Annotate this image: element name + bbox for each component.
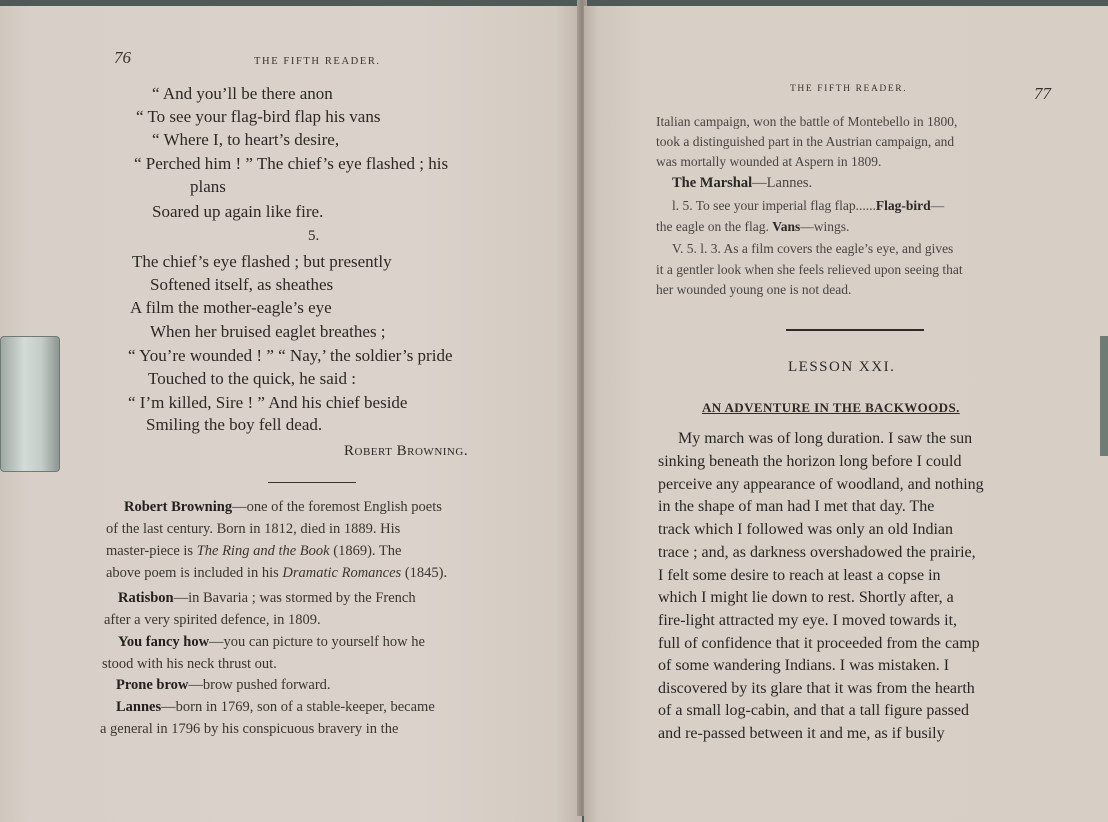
author-signature: Robert Browning. bbox=[344, 443, 469, 459]
left-page bbox=[0, 6, 582, 822]
note-line: her wounded young one is not dead. bbox=[656, 282, 852, 297]
poem-line: Soared up again like fire. bbox=[152, 202, 324, 221]
body-line: I felt some desire to reach at least a copse in bbox=[658, 567, 941, 584]
note-line: V. 5. l. 3. As a film covers the eagle’s eye, and gives bbox=[672, 241, 954, 256]
note-line: of the last century. Born in 1812, died in 1889. His bbox=[106, 521, 401, 537]
poem-line: “ To see your flag-bird flap his vans bbox=[136, 107, 381, 126]
note-line: it a gentler look when she feels relieved upon seeing that bbox=[656, 262, 963, 277]
note-line: above poem is included in his Dramatic Romances (1845). bbox=[106, 565, 448, 581]
running-head-right: THE FIFTH READER. bbox=[790, 84, 908, 94]
body-line: discovered by its glare that it was from the hearth bbox=[658, 680, 975, 697]
note-line: l. 5. To see your imperial flag flap......Flag-bird— bbox=[672, 198, 945, 213]
note-line: the eagle on the flag. Vans—wings. bbox=[656, 219, 850, 234]
stanza-number: 5. bbox=[308, 228, 320, 244]
note-line: stood with his neck thrust out. bbox=[102, 656, 277, 672]
poem-line: Softened itself, as sheathes bbox=[150, 275, 334, 294]
running-head-left: THE FIFTH READER. bbox=[254, 56, 381, 67]
poem-line: plans bbox=[190, 177, 226, 196]
section-divider bbox=[268, 482, 356, 483]
note-line: was mortally wounded at Aspern in 1809. bbox=[656, 154, 882, 169]
note-line: took a distinguished part in the Austrian campaign, and bbox=[656, 134, 955, 149]
body-line: sinking beneath the horizon long before I could bbox=[658, 453, 962, 470]
body-line: fire-light attracted my eye. I moved towards it, bbox=[658, 612, 958, 629]
note-line: a general in 1796 by his conspicuous bravery in the bbox=[100, 721, 399, 737]
poem-line: Smiling the boy fell dead. bbox=[146, 415, 323, 434]
glass-page-holder bbox=[0, 336, 60, 472]
note-line: master-piece is The Ring and the Book (1869). The bbox=[106, 543, 402, 559]
body-line: of some wandering Indians. I was mistaken. I bbox=[658, 657, 950, 674]
lesson-title: LESSON XXI. bbox=[788, 359, 896, 375]
poem-line: When her bruised eaglet breathes ; bbox=[150, 322, 386, 341]
poem-line: Touched to the quick, he said : bbox=[148, 369, 356, 388]
note-line: The Marshal—Lannes. bbox=[672, 175, 813, 191]
body-line: track which I followed was only an old Indian bbox=[658, 521, 954, 538]
note-line: Ratisbon—in Bavaria ; was stormed by the French bbox=[118, 590, 416, 606]
poem-line: “ I’m killed, Sire ! ” And his chief beside bbox=[128, 393, 408, 412]
note-line: Italian campaign, won the battle of Montebello in 1800, bbox=[656, 114, 958, 129]
poem-line: “ Perched him ! ” The chief’s eye flashed ; his bbox=[134, 154, 449, 173]
body-line: in the shape of man had I met that day. The bbox=[658, 498, 935, 515]
body-line: of a small log-cabin, and that a tall figure passed bbox=[658, 702, 970, 719]
lesson-subtitle: AN ADVENTURE IN THE BACKWOODS. bbox=[702, 400, 960, 415]
body-line: full of confidence that it proceeded from the camp bbox=[658, 635, 980, 652]
poem-line: The chief’s eye flashed ; but presently bbox=[132, 252, 392, 271]
body-line: My march was of long duration. I saw the sun bbox=[678, 430, 973, 447]
right-page bbox=[584, 6, 1108, 822]
poem-line: A film the mother-eagle’s eye bbox=[130, 298, 332, 317]
page-edge-tab bbox=[1100, 336, 1108, 456]
note-line: Prone brow—brow pushed forward. bbox=[116, 677, 331, 693]
page-number-left: 76 bbox=[114, 48, 131, 67]
note-line: after a very spirited defence, in 1809. bbox=[104, 612, 321, 628]
section-divider bbox=[786, 329, 924, 331]
body-line: which I might lie down to rest. Shortly after, a bbox=[658, 589, 954, 606]
poem-line: “ You’re wounded ! ” “ Nay,’ the soldier’s pride bbox=[128, 346, 453, 365]
body-line: perceive any appearance of woodland, and nothing bbox=[658, 476, 984, 493]
body-line: and re-passed between it and me, as if busily bbox=[658, 725, 945, 742]
poem-line: “ Where I, to heart’s desire, bbox=[152, 130, 340, 149]
body-line: trace ; and, as darkness overshadowed the prairie, bbox=[658, 544, 976, 561]
poem-line: “ And you’ll be there anon bbox=[152, 84, 333, 103]
note-line: You fancy how—you can picture to yourself how he bbox=[118, 634, 425, 650]
page-number-right: 77 bbox=[1034, 84, 1051, 103]
note-line: Robert Browning—one of the foremost English poets bbox=[124, 499, 442, 515]
note-line: Lannes—born in 1769, son of a stable-keeper, became bbox=[116, 699, 435, 715]
